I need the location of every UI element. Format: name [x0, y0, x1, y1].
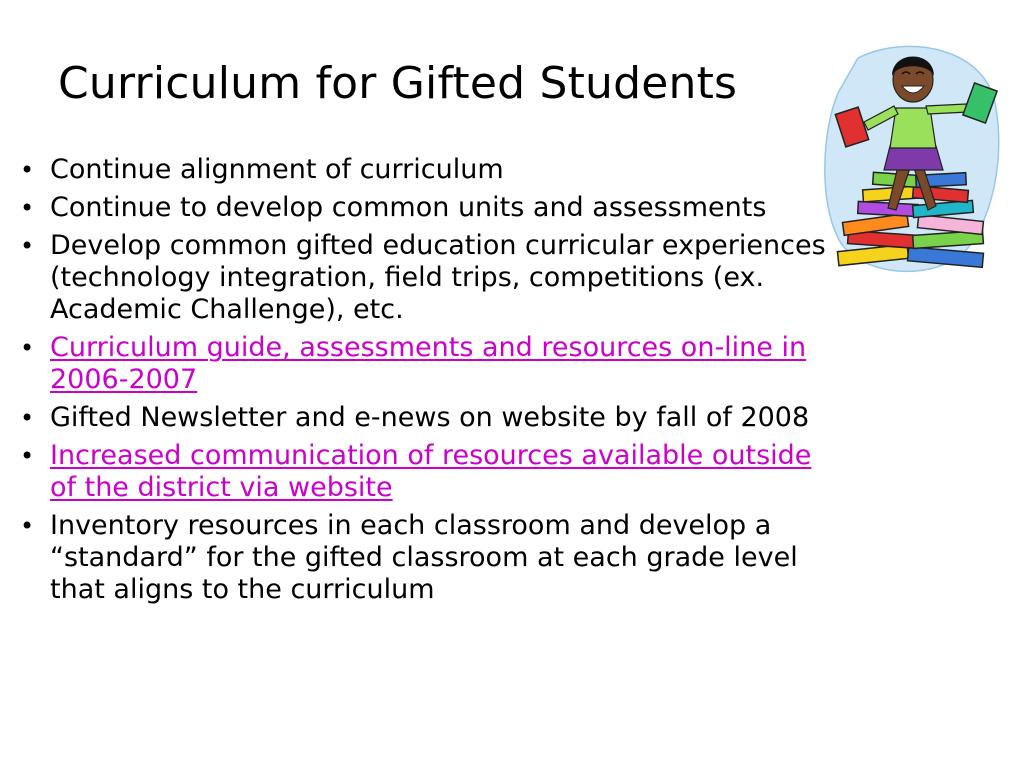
bullet-marker: •: [20, 232, 35, 260]
bullet-item: [20, 230, 830, 326]
bullet-marker: •: [20, 404, 35, 432]
bullet-item: [20, 402, 830, 434]
bullet-marker: •: [20, 512, 35, 540]
bullet-item: [20, 154, 830, 186]
bullet-text: Inventory resources in each classroom and develop a “standard” for the gifted classroom at each grade level that aligns to the curriculum: [50, 510, 798, 605]
woman-reading-on-stack-of-books-clipart-icon: [818, 38, 1008, 288]
bullet-marker: •: [20, 334, 35, 362]
curriculum-guide-link[interactable]: Curriculum guide, assessments and resources on-line in 2006-2007: [50, 332, 807, 395]
bullet-item: [20, 192, 830, 224]
bullet-text: Develop common gifted education curricular experiences (technology integration, field trips, competitions (ex. Academic Challenge), etc.: [50, 230, 826, 325]
bullet-text: Continue to develop common units and assessments: [50, 192, 767, 223]
bullet-marker: •: [20, 442, 35, 470]
bullet-text: Continue alignment of curriculum: [50, 154, 504, 185]
bullet-item[interactable]: [20, 332, 830, 396]
bullet-marker: •: [20, 194, 35, 222]
communication-resources-link[interactable]: Increased communication of resources available outside of the district via website: [50, 440, 812, 503]
slide-title: Curriculum for Gifted Students: [58, 58, 738, 109]
bullet-marker: •: [20, 156, 35, 184]
bullet-item[interactable]: [20, 440, 830, 504]
bullet-item: [20, 510, 830, 606]
bullet-text: Gifted Newsletter and e-news on website by fall of 2008: [50, 402, 810, 433]
bullet-list: [20, 154, 830, 612]
